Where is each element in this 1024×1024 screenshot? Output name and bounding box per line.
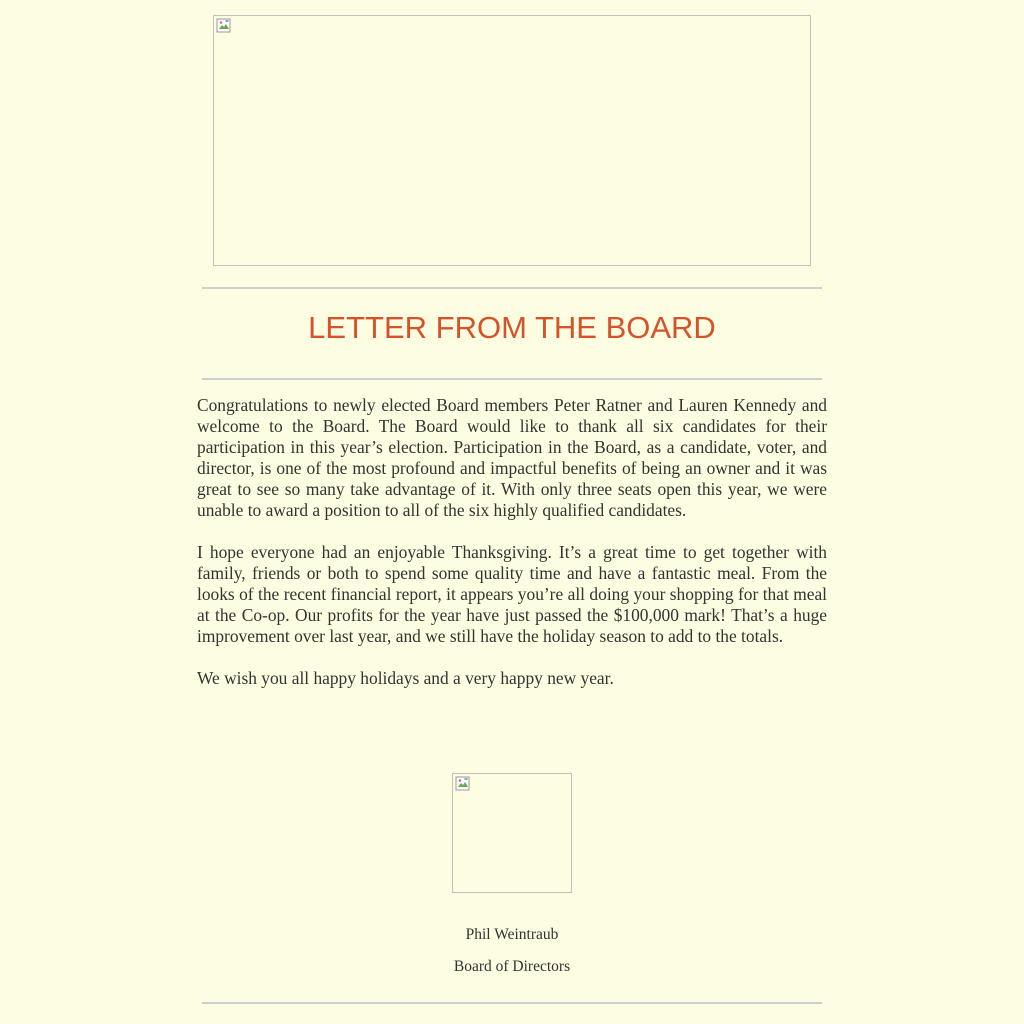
page-title: LETTER FROM THE BOARD [308,310,716,345]
letter-paragraph: We wish you all happy holidays and a very happy new year. [197,668,614,688]
divider-top [202,287,822,289]
divider-title [202,378,822,380]
broken-image-icon [216,18,232,34]
signature-photo [452,773,572,893]
letter-paragraph: Congratulations to newly elected Board members Peter Ratner and Lauren Kennedy and welcome to the Board. The Board would like to thank all six candidates for their participation in this year’s election. Participation in the Board, as a candidate, voter, and director, is one of the most profound and impactful benefits of being an owner and it was great to see so many take advantage of it. With only three seats open this year, we were unable to award a position to all of the six highly qualified candidates. [197,395,827,520]
signature-name: Phil Weintraub [465,926,559,943]
broken-image-icon [455,776,471,792]
divider-bottom [202,1002,822,1004]
letter-paragraph: I hope everyone had an enjoyable Thanksgiving. It’s a great time to get together with family, friends or both to spend some quality time and have a fantastic meal. From the looks of the recent financial report, it appears you’re all doing your shopping for that meal at the Co-op. Our profits for the year have just passed the $100,000 mark! That’s a huge improvement over last year, and we still have the holiday season to add to the totals. [197,542,827,646]
letter-body [197,395,827,710]
signature-role: Board of Directors [453,958,571,975]
header-image [213,15,811,266]
